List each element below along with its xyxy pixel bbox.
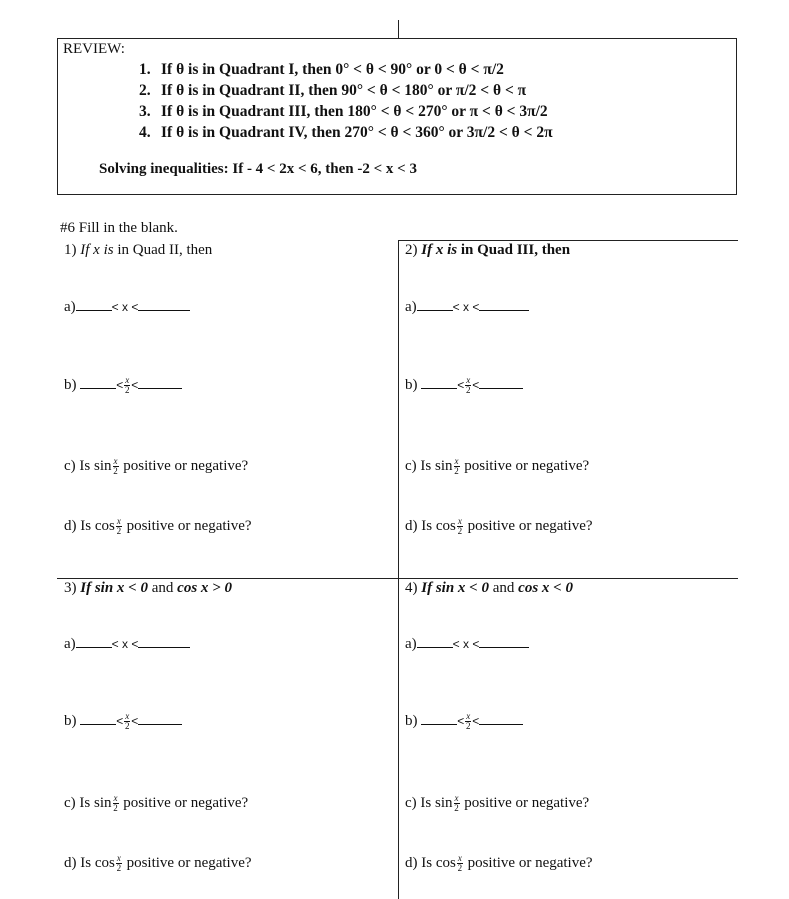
blank-input[interactable]: [138, 646, 190, 648]
blank-input[interactable]: [479, 309, 529, 311]
cell-2-item-a: a) < x <: [405, 299, 529, 316]
cell-4-item-a: a) < x <: [405, 636, 529, 653]
blank-input[interactable]: [138, 723, 182, 725]
cell-3-item-c: c) Is sin $\frac{x}{2}$ positive or negative?: [64, 793, 249, 813]
blank-input[interactable]: [479, 723, 523, 725]
review-rule-2: 2. If θ is in Quadrant II, then 90° < θ < 180° or π/2 < θ < π: [139, 82, 527, 99]
grid-top-right-line: [398, 240, 738, 241]
blank-input[interactable]: [421, 723, 457, 725]
blank-input[interactable]: [479, 646, 529, 648]
cell-2-header: 2) If x is in Quad III, then: [405, 242, 571, 258]
review-rule-4: 4. If θ is in Quadrant IV, then 270° < θ < 360° or 3π/2 < θ < 2π: [139, 124, 553, 141]
blank-input[interactable]: [417, 309, 453, 311]
blank-input[interactable]: [417, 646, 453, 648]
cell-1-item-b: b) < $\frac{x}{2}$ <: [64, 376, 182, 395]
blank-input[interactable]: [138, 387, 182, 389]
cell-1-item-c: c) Is sin $\frac{x}{2}$ positive or negative?: [64, 456, 249, 476]
review-box: [57, 38, 737, 195]
cell-2-item-d: d) Is cos $\frac{x}{2}$ positive or negative?: [405, 516, 593, 536]
blank-input[interactable]: [80, 387, 116, 389]
blank-input[interactable]: [138, 309, 190, 311]
cell-4-header: 4) If sin x < 0 and cos x < 0: [405, 580, 573, 596]
problem-instruction: Fill in the blank.: [78, 220, 178, 236]
blank-input[interactable]: [76, 646, 112, 648]
cell-2-item-c: c) Is sin $\frac{x}{2}$ positive or negative?: [405, 456, 590, 476]
cell-3-item-a: a) < x <: [64, 636, 190, 653]
cell-3-item-b: b) < $\frac{x}{2}$ <: [64, 712, 182, 731]
cell-1-item-d: d) Is cos $\frac{x}{2}$ positive or negative?: [64, 516, 252, 536]
cell-4-item-d: d) Is cos $\frac{x}{2}$ positive or negative?: [405, 853, 593, 873]
blank-input[interactable]: [76, 309, 112, 311]
grid-middle-divider: [57, 578, 738, 579]
x-over-2-fraction: $\frac{x}{2}$: [125, 375, 130, 395]
review-rule-3: 3. If θ is in Quadrant III, then 180° < θ < 270° or π < θ < 3π/2: [139, 103, 548, 120]
cell-4-item-b: b) < $\frac{x}{2}$ <: [405, 712, 523, 731]
blank-input[interactable]: [479, 387, 523, 389]
cell-1-item-a: a) < x <: [64, 299, 190, 316]
cell-2-item-b: b) < $\frac{x}{2}$ <: [405, 376, 523, 395]
review-rule-1: 1. If θ is in Quadrant I, then 0° < θ < 90° or 0 < θ < π/2: [139, 61, 504, 78]
cell-1-header: 1) If x is in Quad II, then: [64, 242, 213, 258]
solving-inequalities-note: Solving inequalities: If - 4 < 2x < 6, then -2 < x < 3: [99, 161, 417, 177]
problem-header: [60, 220, 178, 237]
cell-3-item-d: d) Is cos $\frac{x}{2}$ positive or negative?: [64, 853, 252, 873]
review-title: REVIEW:: [63, 41, 125, 57]
cell-3-header: 3) If sin x < 0 and cos x > 0: [64, 580, 232, 596]
cell-4-item-c: c) Is sin $\frac{x}{2}$ positive or negative?: [405, 793, 590, 813]
blank-input[interactable]: [421, 387, 457, 389]
problem-label: #6: [60, 220, 75, 236]
top-tick: [398, 20, 399, 38]
grid-vertical-divider: [398, 240, 399, 899]
blank-input[interactable]: [80, 723, 116, 725]
